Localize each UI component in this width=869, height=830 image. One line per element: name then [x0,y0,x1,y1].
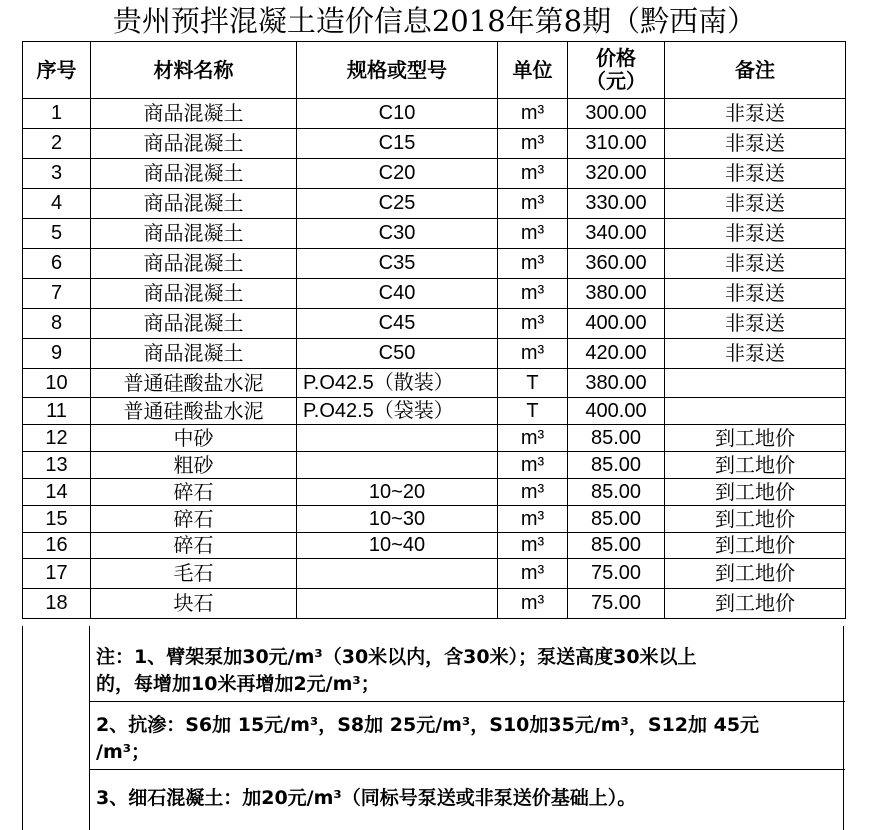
cell-num: 10 [23,369,91,398]
cell-price: 320.00 [568,159,665,189]
table-row [23,398,846,425]
cell-remark: 非泵送 [665,189,846,219]
table-row [23,309,846,339]
cell-unit: m³ [498,506,568,533]
cell-unit: T [498,398,568,425]
cell-unit: m³ [498,339,568,369]
cell-material-name: 商品混凝土 [91,309,297,339]
cell-spec: C45 [297,309,498,339]
cell-spec [297,559,498,589]
cell-spec: P.O42.5（袋装） [297,398,498,425]
cell-price: 85.00 [568,533,665,559]
header-spec: 规格或型号 [297,42,498,99]
table-row [23,129,846,159]
cell-material-name: 商品混凝土 [91,99,297,129]
note-1 [90,644,845,698]
cell-material-name: 中砂 [91,425,297,452]
table-row [23,369,846,398]
header-name: 材料名称 [91,42,297,99]
cell-num: 11 [23,398,91,425]
cell-remark: 非泵送 [665,339,846,369]
cell-unit: m³ [498,129,568,159]
price-table [22,41,846,619]
cell-price: 75.00 [568,559,665,589]
table-row [23,219,846,249]
cell-num: 7 [23,279,91,309]
cell-price: 85.00 [568,479,665,506]
cell-num: 14 [23,479,91,506]
cell-spec [297,425,498,452]
header-num: 序号 [23,42,91,99]
table-row [23,99,846,129]
notes-divider-1 [89,701,845,702]
cell-unit: m³ [498,219,568,249]
notes-divider-2 [89,769,845,770]
cell-remark: 到工地价 [665,533,846,559]
note-1-line-1: 注：1、臂架泵加30元/m³（30米以内，含30米）；泵送高度30米以上 [96,646,697,668]
cell-material-name: 商品混凝土 [91,129,297,159]
note-3-line: 3、细石混凝土：加20元/m³（同标号泵送或非泵送价基础上）。 [96,787,637,809]
cell-unit: m³ [498,99,568,129]
cell-material-name: 碎石 [91,533,297,559]
cell-spec [297,452,498,479]
cell-remark: 到工地价 [665,452,846,479]
cell-remark: 非泵送 [665,159,846,189]
cell-spec: C10 [297,99,498,129]
table-header-row [23,42,846,99]
cell-spec: 10~20 [297,479,498,506]
cell-num: 18 [23,589,91,619]
table-row [23,533,846,559]
cell-price: 360.00 [568,249,665,279]
cell-unit: m³ [498,279,568,309]
cell-num: 12 [23,425,91,452]
cell-material-name: 粗砂 [91,452,297,479]
cell-unit: m³ [498,589,568,619]
cell-remark: 非泵送 [665,279,846,309]
cell-material-name: 毛石 [91,559,297,589]
table-row [23,249,846,279]
cell-price: 380.00 [568,279,665,309]
cell-spec: C25 [297,189,498,219]
note-1-line-2: 的，每增加10米再增加2元/m³； [96,673,380,695]
table-row [23,425,846,452]
cell-remark: 到工地价 [665,506,846,533]
cell-unit: m³ [498,159,568,189]
cell-unit: T [498,369,568,398]
cell-price: 380.00 [568,369,665,398]
cell-material-name: 商品混凝土 [91,189,297,219]
table-row [23,159,846,189]
cell-remark: 非泵送 [665,219,846,249]
cell-material-name: 商品混凝土 [91,339,297,369]
cell-material-name: 碎石 [91,506,297,533]
cell-remark: 到工地价 [665,589,846,619]
cell-num: 1 [23,99,91,129]
table-row [23,279,846,309]
cell-spec [297,589,498,619]
cell-remark: 非泵送 [665,129,846,159]
cell-price: 340.00 [568,219,665,249]
cell-spec: C30 [297,219,498,249]
cell-num: 9 [23,339,91,369]
cell-price: 85.00 [568,506,665,533]
cell-num: 4 [23,189,91,219]
cell-remark: 非泵送 [665,99,846,129]
header-price-line1: 价格 [596,46,636,70]
table-row [23,589,846,619]
cell-remark: 非泵送 [665,249,846,279]
cell-unit: m³ [498,189,568,219]
cell-spec: C40 [297,279,498,309]
header-remark: 备注 [665,42,846,99]
table-row [23,189,846,219]
cell-price: 420.00 [568,339,665,369]
note-2-line-2: /m³； [96,741,151,763]
cell-price: 85.00 [568,452,665,479]
cell-remark [665,369,846,398]
cell-num: 2 [23,129,91,159]
cell-material-name: 商品混凝土 [91,159,297,189]
document-title: 贵州预拌混凝土造价信息2018年第8期（黔西南） [112,4,757,38]
cell-material-name: 普通硅酸盐水泥 [91,398,297,425]
cell-remark: 到工地价 [665,559,846,589]
cell-unit: m³ [498,249,568,279]
cell-price: 85.00 [568,425,665,452]
cell-price: 330.00 [568,189,665,219]
cell-num: 8 [23,309,91,339]
cell-material-name: 块石 [91,589,297,619]
cell-material-name: 商品混凝土 [91,249,297,279]
cell-price: 400.00 [568,398,665,425]
cell-spec: C50 [297,339,498,369]
cell-num: 17 [23,559,91,589]
cell-num: 15 [23,506,91,533]
cell-spec: 10~30 [297,506,498,533]
cell-price: 310.00 [568,129,665,159]
cell-unit: m³ [498,309,568,339]
cell-num: 6 [23,249,91,279]
header-price [568,42,665,99]
note-3 [90,785,845,812]
cell-material-name: 碎石 [91,479,297,506]
cell-price: 75.00 [568,589,665,619]
note-2-line-1: 2、抗渗：S6加 15元/m³，S8加 25元/m³，S10加35元/m³，S12加 45元 [96,714,760,736]
cell-num: 5 [23,219,91,249]
cell-price: 300.00 [568,99,665,129]
cell-remark [665,398,846,425]
cell-spec: 10~40 [297,533,498,559]
cell-num: 13 [23,452,91,479]
cell-unit: m³ [498,425,568,452]
cell-spec: C20 [297,159,498,189]
cell-spec: C15 [297,129,498,159]
cell-remark: 非泵送 [665,309,846,339]
header-price-line2: （元） [586,69,646,93]
cell-unit: m³ [498,559,568,589]
cell-price: 400.00 [568,309,665,339]
cell-unit: m³ [498,533,568,559]
cell-material-name: 普通硅酸盐水泥 [91,369,297,398]
cell-material-name: 商品混凝土 [91,219,297,249]
table-row [23,339,846,369]
cell-num: 16 [23,533,91,559]
table-row [23,506,846,533]
header-unit: 单位 [498,42,568,99]
table-row [23,479,846,506]
note-2 [90,712,845,766]
table-row [23,559,846,589]
cell-unit: m³ [498,479,568,506]
cell-spec: P.O42.5（散装） [297,369,498,398]
cell-unit: m³ [498,452,568,479]
cell-remark: 到工地价 [665,425,846,452]
cell-num: 3 [23,159,91,189]
table-row [23,452,846,479]
cell-material-name: 商品混凝土 [91,279,297,309]
cell-remark: 到工地价 [665,479,846,506]
cell-spec: C35 [297,249,498,279]
